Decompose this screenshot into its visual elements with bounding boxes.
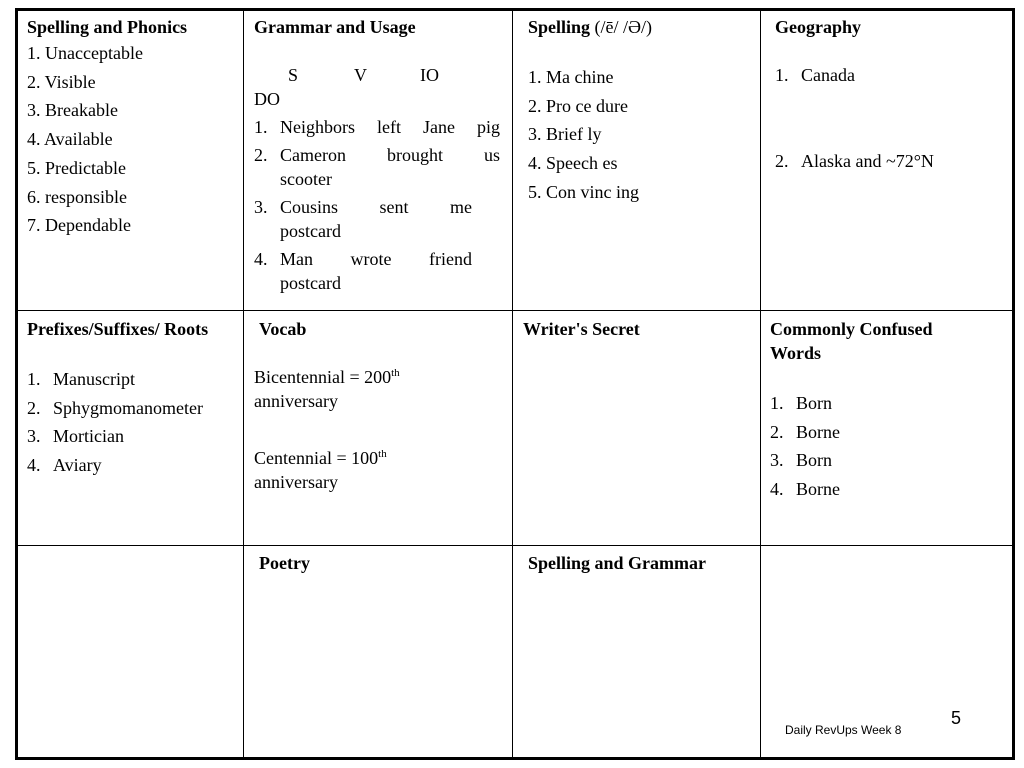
ordinal-suffix: th [391,367,400,379]
list-item: 2. Visible [27,71,96,92]
cell-spelling-schwa [528,15,754,207]
cell-vocab [254,317,499,494]
cell-title-continued: Words [770,343,822,363]
vocab-entry [254,446,499,494]
column-divider-3 [760,11,761,757]
cell-title: Spelling (/ē/ /Ə/) [528,17,653,37]
subject-label: S [288,65,299,85]
cell-title: Poetry [259,553,310,573]
slide-caption: Daily RevUps Week 8 [785,723,902,737]
row-divider-2 [18,545,1012,546]
list-item: 4. Speech es [528,153,618,174]
vocab-word: Bicentennial = 200 [254,367,392,387]
list-item: 7. Dependable [27,215,131,236]
vocab-definition: anniversary [254,391,338,411]
list-item: 2. Sphygmomanometer [27,397,203,418]
cell-spelling-grammar [528,551,754,575]
cell-title: Spelling and Phonics [27,17,188,37]
list-item: 1. Unacceptable [27,43,143,63]
list-item: 5. Predictable [27,157,126,178]
column-divider-1 [243,11,244,757]
indirect-object-label: IO [420,65,439,85]
list-item: 2. Pro ce dure [528,95,628,116]
list-item: 3. Cousins sent me postcard [254,197,472,241]
list-item: 2. Borne [770,421,840,442]
cell-title: Prefixes/Suffixes/ Roots [27,319,209,339]
cell-grammar-usage [254,15,500,295]
word-list [770,389,1006,504]
list-item: 1. Ma chine [528,67,614,87]
cell-title: Commonly Confused [770,319,933,339]
verb-label: V [354,65,367,85]
cell-title: Geography [775,17,862,37]
list-item: 4. Available [27,129,113,150]
cell-title: Vocab [259,319,307,339]
column-divider-2 [512,11,513,757]
cell-spelling-phonics [27,15,237,240]
sentence-parts-header [254,63,500,87]
cell-title: Grammar and Usage [254,17,416,37]
list-item: 3. Mortician [27,426,124,447]
vocab-word: Centennial = 100 [254,448,379,468]
cell-prefixes-suffixes-roots [27,317,241,480]
cell-commonly-confused-words [770,317,1006,504]
list-item: 4. Borne [770,479,840,500]
row-divider-1 [18,310,1012,311]
vocab-definition: anniversary [254,472,338,492]
page-number: 5 [951,708,962,728]
cell-writers-secret [523,317,753,341]
list-item: 4. Aviary [27,455,102,476]
list-item: 3. Brief ly [528,124,602,145]
list-item: 3. Breakable [27,100,118,121]
list-item: 5. Con vinc ing [528,181,639,202]
list-item: 1. Neighbors left Jane pig [254,117,500,137]
list-item: 6. responsible [27,186,127,207]
list-item: 1. Canada [775,65,855,85]
list-item: 3. Born [770,450,832,471]
cell-title: Spelling and Grammar [528,553,707,573]
cell-geography [775,15,1005,173]
word-list [27,39,237,240]
review-table [15,8,1015,760]
list-item: 2. Alaska and ~72°N [775,151,934,171]
list-item: 1. Manuscript [27,369,135,389]
word-list [528,63,754,207]
cell-title-suffix: (/ē/ /Ə/) [594,17,653,37]
list-item: 1. Born [770,393,832,413]
cell-title: Writer's Secret [523,319,640,339]
word-list [27,365,241,480]
list-item: 2. Cameron brought us scooter [254,145,500,189]
direct-object-label: DO [254,89,280,109]
vocab-entry [254,365,499,413]
list-item: 4. Man wrote friend postcard [254,249,472,293]
ordinal-suffix: th [378,448,387,460]
cell-poetry [259,551,499,575]
